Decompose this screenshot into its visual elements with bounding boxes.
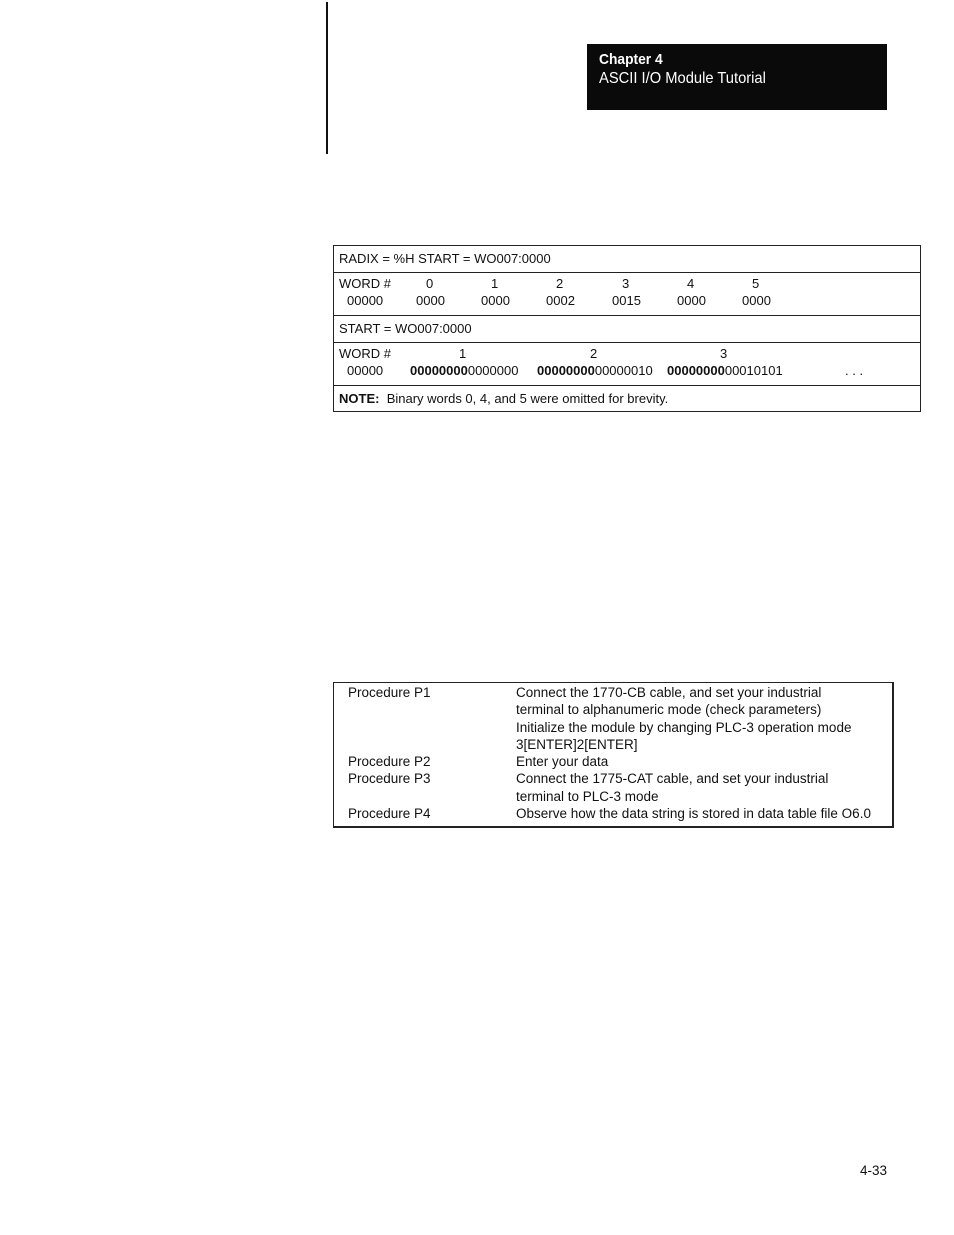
chapter-label: Chapter 4: [599, 51, 663, 68]
binary-value: [537, 363, 653, 378]
data-table-display: [333, 245, 921, 412]
hex-value: 0000: [677, 293, 706, 308]
binary-word-label: WORD #: [339, 346, 391, 361]
divider: [334, 315, 920, 316]
procedure-step: Connect the 1775-CAT cable, and set your industrial: [516, 771, 829, 786]
procedure-step: Observe how the data string is stored in data table file O6.0: [516, 806, 871, 821]
binary-value: [410, 363, 518, 378]
divider: [334, 385, 920, 386]
procedure-step: Connect the 1770-CB cable, and set your industrial: [516, 685, 822, 700]
hex-word-number: 5: [752, 276, 760, 291]
divider: [334, 272, 920, 273]
chapter-header: [587, 44, 887, 110]
procedure-step: Initialize the module by changing PLC-3 operation mode: [516, 720, 852, 735]
ellipsis: . . .: [845, 363, 864, 378]
binary-low-byte: 00010101: [724, 363, 783, 378]
procedure-step: Enter your data: [516, 754, 609, 769]
procedure-name: Procedure P3: [348, 771, 431, 786]
hex-word-number: 2: [556, 276, 564, 291]
procedure-table: [333, 682, 894, 828]
hex-word-number: 0: [426, 276, 434, 291]
note-label: NOTE:: [339, 391, 380, 406]
binary-word-number: 3: [720, 346, 728, 361]
binary-high-byte: 00000000: [667, 363, 725, 378]
chapter-title: ASCII I/O Module Tutorial: [599, 70, 766, 87]
hex-row-address: 00000: [347, 293, 384, 308]
procedure-step: terminal to alphanumeric mode (check parameters): [516, 702, 822, 717]
page-number: 4-33: [860, 1163, 888, 1178]
procedure-name: Procedure P2: [348, 754, 431, 769]
divider: [334, 342, 920, 343]
hex-word-number: 1: [491, 276, 499, 291]
hex-word-number: 4: [687, 276, 695, 291]
procedure-name: Procedure P4: [348, 806, 431, 821]
binary-high-byte: 00000000: [410, 363, 468, 378]
binary-value: [667, 363, 783, 378]
binary-high-byte: 00000000: [537, 363, 595, 378]
binary-section-title: START = WO007:0000: [339, 321, 472, 336]
note-text: Binary words 0, 4, and 5 were omitted for brevity.: [386, 391, 669, 406]
binary-word-number: 1: [459, 346, 467, 361]
binary-row-address: 00000: [347, 363, 384, 378]
hex-value: 0002: [546, 293, 575, 308]
hex-value: 0000: [742, 293, 771, 308]
hex-section-title: RADIX = %H START = WO007:0000: [339, 251, 551, 266]
hex-value: 0000: [481, 293, 510, 308]
procedure-step: terminal to PLC-3 mode: [516, 789, 659, 804]
procedure-name: Procedure P1: [348, 685, 431, 700]
margin-rule: [326, 2, 328, 154]
hex-value: 0015: [612, 293, 641, 308]
binary-word-number: 2: [590, 346, 598, 361]
hex-word-label: WORD #: [339, 276, 391, 291]
hex-value: 0000: [416, 293, 445, 308]
binary-low-byte: 0000000: [467, 363, 519, 378]
binary-low-byte: 00000010: [594, 363, 653, 378]
note: [339, 391, 668, 406]
procedure-step: 3[ENTER]2[ENTER]: [516, 737, 638, 752]
hex-word-number: 3: [622, 276, 630, 291]
